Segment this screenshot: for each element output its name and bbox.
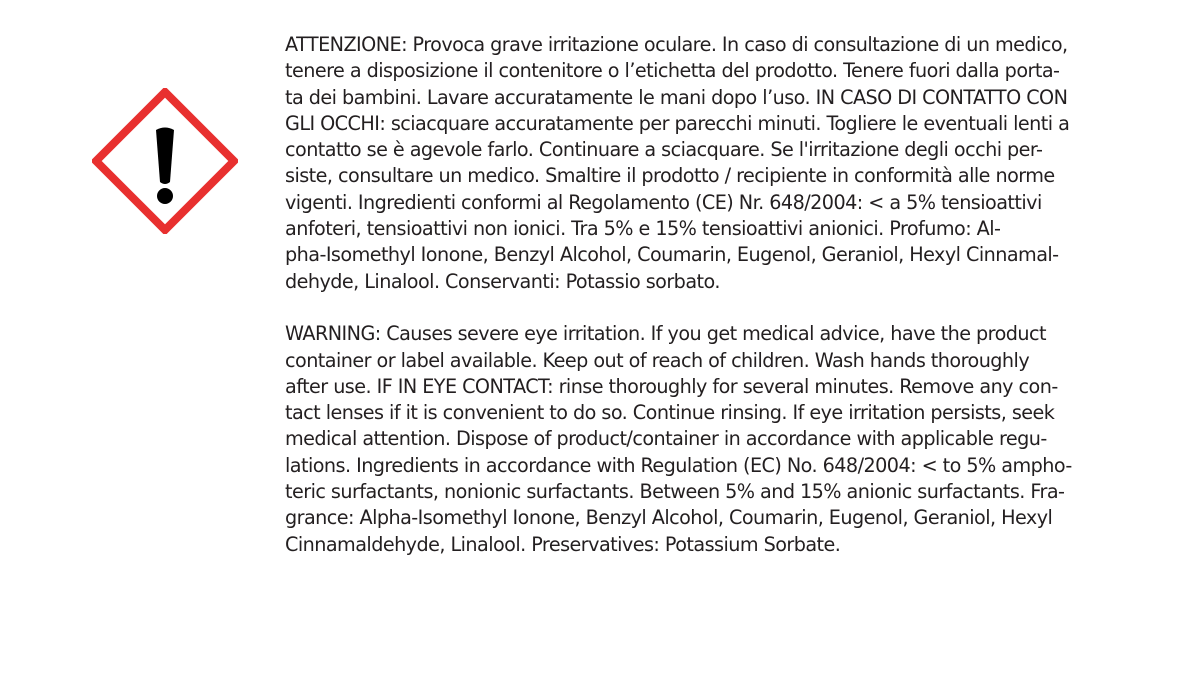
hazard-pictogram xyxy=(92,88,238,234)
italian-warning-paragraph xyxy=(285,32,1185,295)
text-line: Cinnamaldehyde, Linalool. Preservatives: Potassium Sorbate. xyxy=(285,532,841,556)
text-line: WARNING: Causes severe eye irritation. If you get medical advice, have the product xyxy=(285,322,1046,346)
label-text-block xyxy=(285,32,1185,558)
text-line: container or label available. Keep out of reach of children. Wash hands thoroughly xyxy=(285,348,1030,372)
english-warning-paragraph xyxy=(285,321,1185,558)
text-line: vigenti. Ingredienti conformi al Regolamento (CE) Nr. 648/2004: < a 5% tensioattivi xyxy=(285,190,1042,214)
text-line: grance: Alpha-Isomethyl Ionone, Benzyl Alcohol, Coumarin, Eugenol, Geraniol, Hexyl xyxy=(285,506,1053,530)
text-line: anfoteri, tensioattivi non ionici. Tra 5% e 15% tensioattivi anionici. Profumo: Al- xyxy=(285,217,1001,241)
text-line: medical attention. Dispose of product/container in accordance with applicable regu- xyxy=(285,427,1047,451)
text-line: after use. IF IN EYE CONTACT: rinse thoroughly for several minutes. Remove any con- xyxy=(285,374,1058,398)
text-line: ta dei bambini. Lavare accuratamente le mani dopo l’uso. IN CASO DI CONTATTO CON xyxy=(285,85,1068,109)
text-line: tact lenses if it is convenient to do so. Continue rinsing. If eye irritation persists, seek xyxy=(285,401,1055,425)
text-line: teric surfactants, nonionic surfactants. Between 5% and 15% anionic surfactants. Fra- xyxy=(285,480,1065,504)
text-line: dehyde, Linalool. Conservanti: Potassio sorbato. xyxy=(285,269,720,293)
text-line: ATTENZIONE: Provoca grave irritazione oculare. In caso di consultazione di un medico, xyxy=(285,33,1068,56)
text-line: pha-Isomethyl Ionone, Benzyl Alcohol, Coumarin, Eugenol, Geraniol, Hexyl Cinnamal- xyxy=(285,243,1059,267)
text-line: siste, consultare un medico. Smaltire il prodotto / recipiente in conformità alle norme xyxy=(285,164,1055,188)
text-line: GLI OCCHI: sciacquare accuratamente per parecchi minuti. Togliere le eventuali lenti a xyxy=(285,111,1070,135)
exclamation-mark-warning-icon xyxy=(92,88,238,234)
text-line: lations. Ingredients in accordance with Regulation (EC) No. 648/2004: < to 5% ampho- xyxy=(285,453,1072,477)
text-line: tenere a disposizione il contenitore o l’etichetta del prodotto. Tenere fuori dalla porta- xyxy=(285,59,1060,83)
text-line: contatto se è agevole farlo. Continuare a sciacquare. Se l'irritazione degli occhi per- xyxy=(285,138,1043,162)
